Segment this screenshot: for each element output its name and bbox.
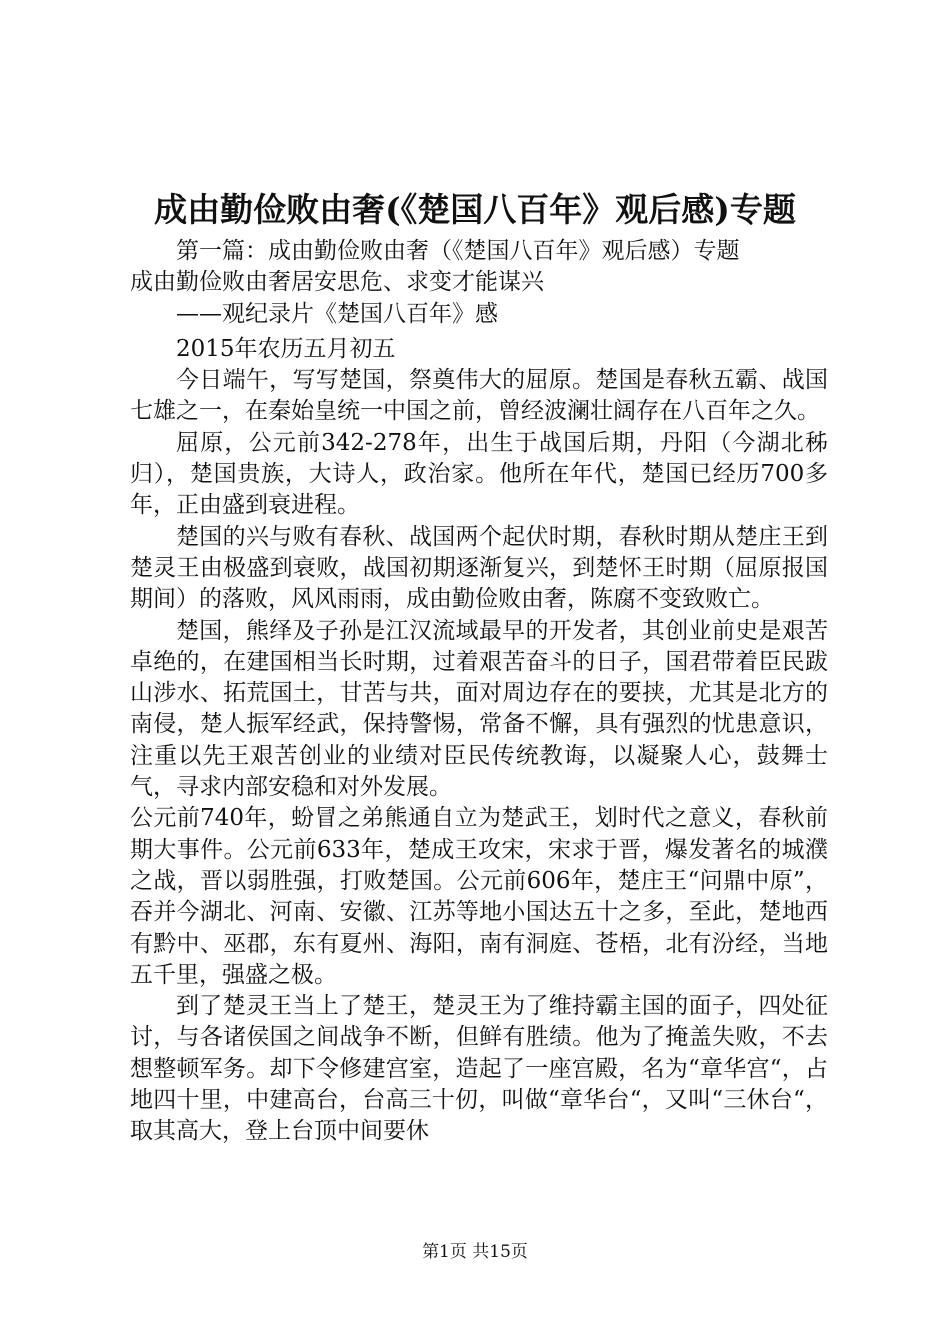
paragraph-body: 屈原，公元前342-278年，出生于战国后期，丹阳（今湖北秭归），楚国贵族，大诗人，政治家。他所在年代，楚国已经历700多年，正由盛到衰进程。 <box>130 429 828 519</box>
paragraph-subheading: ——观纪录片《楚国八百年》感 <box>176 300 498 327</box>
paragraph-body: 楚国的兴与败有春秋、战国两个起伏时期，春秋时期从楚庄王到楚灵王由极盛到衰败，战国初期逐渐复兴，到楚怀王时期（屈原报国期间）的落败，风风雨雨，成由勤俭败由奢，陈腐不变致败亡。 <box>130 523 828 613</box>
document-title: 成由勤俭败由奢(《楚国八百年》观后感)专题 <box>154 190 796 229</box>
paragraph-body: 到了楚灵王当上了楚王，楚灵王为了维持霸主国的面子，四处征讨，与各诸侯国之间战争不断，但鲜有胜绩。他为了掩盖失败，不去想整顿军务。却下令修建宫室，造起了一座宫殿，名为“章华宫“，占地四十里，中建高台，台高三十仞，叫做“章华台“，又叫“三休台“，取其高大，登上台顶中间要休 <box>130 993 828 1145</box>
paragraph-body: 公元前740年，蚡冒之弟熊通自立为楚武王，划时代之意义，春秋前期大事件。公元前633年，楚成王攻宋，宋求于晋，爆发著名的城濮之战，晋以弱胜强，打败楚国。公元前606年，楚庄王“问鼎中原”，吞并今湖北、河南、安徽、江苏等地小国达五十之多，至此，楚地西有黔中、巫郡，东有夏州、海阳，南有洞庭、苍梧，北有汾经，当地五千里，强盛之极。 <box>130 805 828 988</box>
paragraph-heading: 第一篇：成由勤俭败由奢（《楚国八百年》观后感）专题 <box>176 238 740 264</box>
paragraph-body: 今日端午，写写楚国，祭奠伟大的屈原。楚国是春秋五霸、战国七雄之一，在秦始皇统一中国之前，曾经波澜壮阔存在八百年之久。 <box>130 367 828 425</box>
paragraph-body: 楚国，熊绎及子孙是江汉流域最早的开发者，其创业前史是艰苦卓绝的，在建国相当长时期，过着艰苦奋斗的日子，国君带着臣民跋山涉水、拓荒国土，甘苦与共，面对周边存在的要挟，尤其是北方的南侵，楚人振军经武，保持警惕，常备不懈，具有强烈的忧患意识，注重以先王艰苦创业的业绩对臣民传统教诲，以凝聚人心，鼓舞士气，寻求内部安稳和对外发展。 <box>130 617 828 801</box>
paragraph-date: 2015年农历五月初五 <box>176 335 396 362</box>
document-body <box>130 236 828 1148</box>
page-footer: 第1页 共15页 <box>422 1242 528 1262</box>
paragraph-subtitle: 成由勤俭败由奢居安思危、求变才能谋兴 <box>130 269 544 296</box>
